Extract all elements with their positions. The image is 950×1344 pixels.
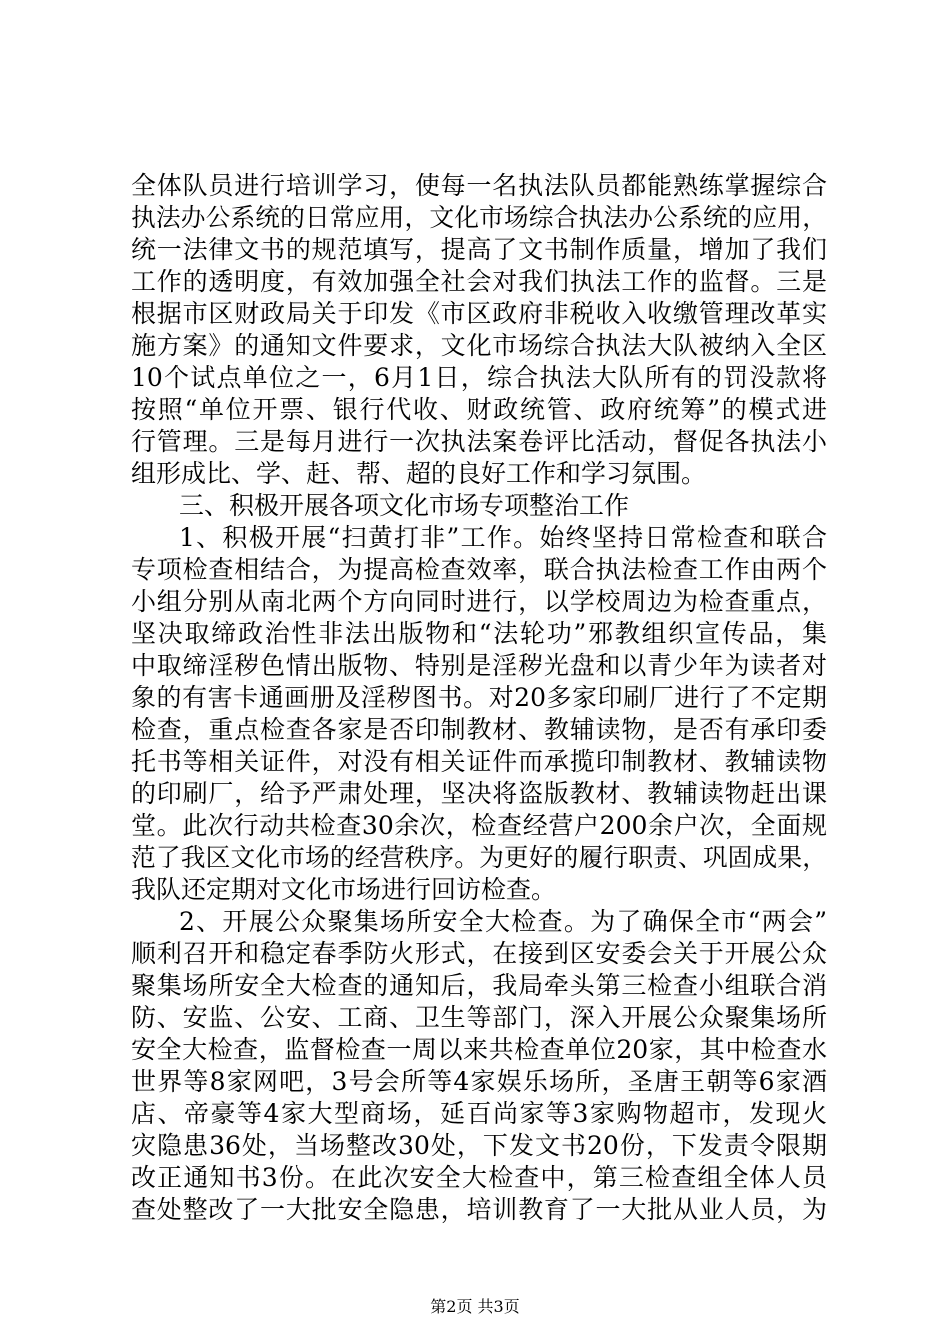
text-line: 2、开展公众聚集场所安全大检查。为了确保全市“两会” — [179, 907, 827, 936]
text-line: 象的有害卡通画册及淫秽图书。对20多家印刷厂进行了不定期 — [131, 683, 827, 712]
text-line: 执法办公系统的日常应用，文化市场综合执法办公系统的应用， — [131, 203, 827, 232]
text-line: 防、安监、公安、工商、卫生等部门，深入开展公众聚集场所 — [131, 1003, 827, 1032]
text-line: 1、积极开展“扫黄打非”工作。始终坚持日常检查和联合 — [179, 523, 827, 552]
text-line: 组形成比、学、赶、帮、超的良好工作和学习氛围。 — [131, 459, 707, 488]
text-line: 坚决取缔政治性非法出版物和“法轮功”邪教组织宣传品，集 — [131, 619, 827, 648]
text-line: 的印刷厂，给予严肃处理，坚决将盗版教材、教辅读物赶出课 — [131, 779, 827, 808]
text-line: 统一法律文书的规范填写，提高了文书制作质量，增加了我们 — [131, 235, 827, 264]
text-line: 施方案》的通知文件要求，文化市场综合执法大队被纳入全区 — [131, 331, 827, 360]
text-line: 聚集场所安全大检查的通知后，我局牵头第三检查小组联合消 — [131, 971, 827, 1000]
text-line: 全体队员进行培训学习，使每一名执法队员都能熟练掌握综合 — [131, 171, 827, 200]
text-line: 店、帝豪等4家大型商场，延百尚家等3家购物超市，发现火 — [131, 1099, 827, 1128]
text-line: 顺利召开和稳定春季防火形式，在接到区安委会关于开展公众 — [131, 939, 827, 968]
text-line: 行管理。三是每月进行一次执法案卷评比活动，督促各执法小 — [131, 427, 827, 456]
text-line: 灾隐患36处，当场整改30处，下发文书20份，下发责令限期 — [131, 1131, 827, 1160]
text-line: 中取缔淫秽色情出版物、特别是淫秽光盘和以青少年为读者对 — [131, 651, 827, 680]
text-line: 安全大检查，监督检查一周以来共检查单位20家，其中检查水 — [131, 1035, 827, 1064]
text-line: 小组分别从南北两个方向同时进行，以学校周边为检查重点， — [131, 587, 827, 616]
text-line: 根据市区财政局关于印发《市区政府非税收入收缴管理改革实 — [131, 299, 827, 328]
text-line: 托书等相关证件，对没有相关证件而承揽印制教材、教辅读物 — [131, 747, 827, 776]
body-text — [131, 170, 827, 1226]
page-footer: 第2页 共3页 — [430, 1297, 520, 1316]
text-line: 10个试点单位之一，6月1日，综合执法大队所有的罚没款将 — [131, 363, 827, 392]
text-line: 检查，重点检查各家是否印制教材、教辅读物，是否有承印委 — [131, 715, 827, 744]
text-line: 按照“单位开票、银行代收、财政统管、政府统筹”的模式进 — [131, 395, 827, 424]
text-line: 世界等8家网吧，3号会所等4家娱乐场所，圣唐王朝等6家酒 — [131, 1067, 827, 1096]
text-line: 工作的透明度，有效加强全社会对我们执法工作的监督。三是 — [131, 267, 827, 296]
text-line: 三、积极开展各项文化市场专项整治工作 — [179, 491, 630, 520]
text-line: 堂。此次行动共检查30余次，检查经营户200余户次，全面规 — [131, 811, 827, 840]
text-line: 专项检查相结合，为提高检查效率，联合执法检查工作由两个 — [131, 555, 827, 584]
text-line: 我队还定期对文化市场进行回访检查。 — [131, 875, 557, 904]
text-line: 查处整改了一大批安全隐患，培训教育了一大批从业人员，为 — [131, 1195, 827, 1224]
text-line: 改正通知书3份。在此次安全大检查中，第三检查组全体人员 — [131, 1163, 827, 1192]
text-line: 范了我区文化市场的经营秩序。为更好的履行职责、巩固成果， — [131, 843, 827, 872]
